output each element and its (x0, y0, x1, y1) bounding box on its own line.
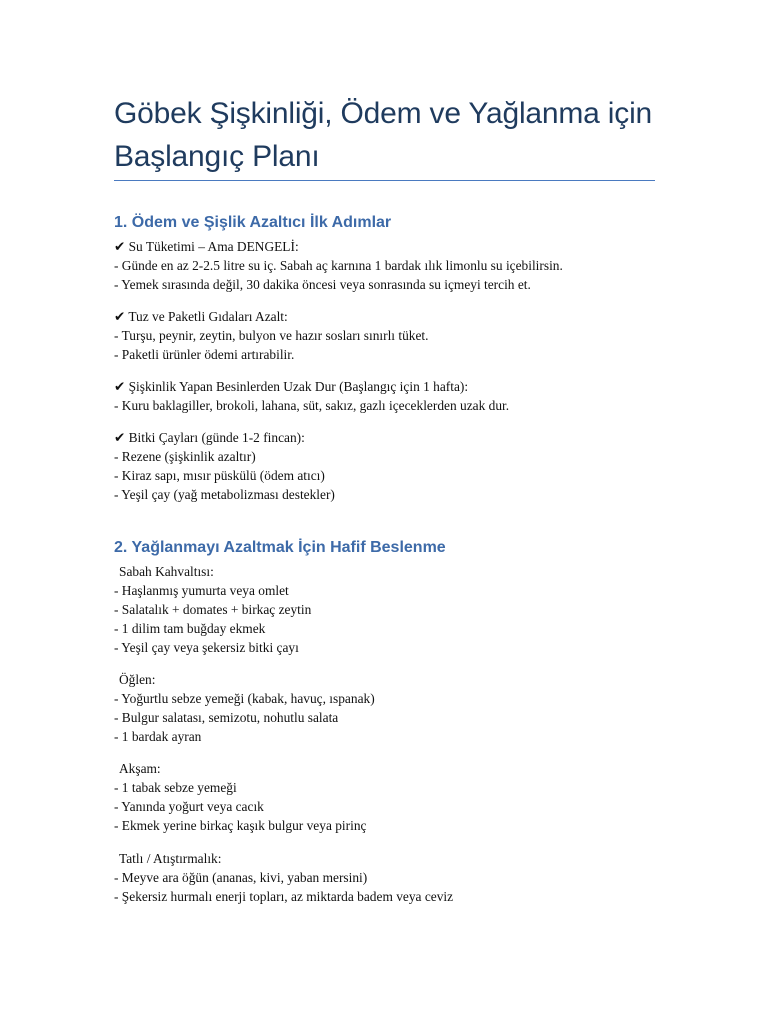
title-divider (114, 180, 655, 181)
s1-b1-line-2: - Günde en az 2-2.5 litre su iç. Sabah aç karnına 1 bardak ılık limonlu su içebilirsin. (114, 258, 563, 273)
s1-b2-line-3: - Paketli ürünler ödemi artırabilir. (114, 347, 295, 362)
s1-b3-line-1: ✔ Şişkinlik Yapan Besinlerden Uzak Dur (Başlangıç için 1 hafta): (114, 379, 469, 394)
s1-b4-line-3: - Kiraz sapı, mısır püskülü (ödem atıcı) (114, 468, 325, 483)
snack-item-1: - Meyve ara öğün (ananas, kivi, yaban mersini) (114, 870, 368, 885)
title-line-1: Göbek Şişkinliği, Ödem ve Yağlanma için (114, 97, 653, 130)
section-1-heading: 1. Ödem ve Şişlik Azaltıcı İlk Adımlar (114, 214, 392, 231)
s1-b4-line-2: - Rezene (şişkinlik azaltır) (114, 449, 256, 464)
lunch-label: Öğlen: (119, 672, 156, 687)
lunch-item-3: - 1 bardak ayran (114, 729, 202, 744)
s1-b1-line-3: - Yemek sırasında değil, 30 dakika öncesi veya sonrasında su içmeyi tercih et. (114, 277, 531, 292)
breakfast-label: Sabah Kahvaltısı: (119, 564, 214, 579)
s1-b3-line-2: - Kuru baklagiller, brokoli, lahana, süt, sakız, gazlı içeceklerden uzak dur. (114, 398, 510, 413)
lunch-item-1: - Yoğurtlu sebze yemeği (kabak, havuç, ıspanak) (114, 691, 375, 706)
snack-item-2: - Şekersiz hurmalı enerji topları, az miktarda badem veya ceviz (114, 889, 454, 904)
breakfast-item-3: - 1 dilim tam buğday ekmek (114, 621, 266, 636)
s1-b2-line-1: ✔ Tuz ve Paketli Gıdaları Azalt: (114, 309, 288, 324)
s1-b4-line-1: ✔ Bitki Çayları (günde 1-2 fincan): (114, 430, 305, 445)
s1-b2-line-2: - Turşu, peynir, zeytin, bulyon ve hazır sosları sınırlı tüket. (114, 328, 429, 343)
title-line-2: Başlangıç Planı (114, 140, 320, 173)
s1-b1-line-1: ✔ Su Tüketimi – Ama DENGELİ: (114, 239, 299, 254)
lunch-item-2: - Bulgur salatası, semizotu, nohutlu salata (114, 710, 339, 725)
section-2-heading: 2. Yağlanmayı Azaltmak İçin Hafif Beslenme (114, 539, 446, 556)
dinner-item-1: - 1 tabak sebze yemeği (114, 780, 237, 795)
breakfast-item-2: - Salatalık + domates + birkaç zeytin (114, 602, 312, 617)
snack-label: Tatlı / Atıştırmalık: (119, 851, 222, 866)
s1-b4-line-4: - Yeşil çay (yağ metabolizması destekler) (114, 487, 335, 502)
document-title (114, 92, 656, 178)
dinner-item-3: - Ekmek yerine birkaç kaşık bulgur veya pirinç (114, 818, 367, 833)
breakfast-item-4: - Yeşil çay veya şekersiz bitki çayı (114, 640, 299, 655)
dinner-item-2: - Yanında yoğurt veya cacık (114, 799, 264, 814)
dinner-label: Akşam: (119, 761, 161, 776)
breakfast-item-1: - Haşlanmış yumurta veya omlet (114, 583, 289, 598)
